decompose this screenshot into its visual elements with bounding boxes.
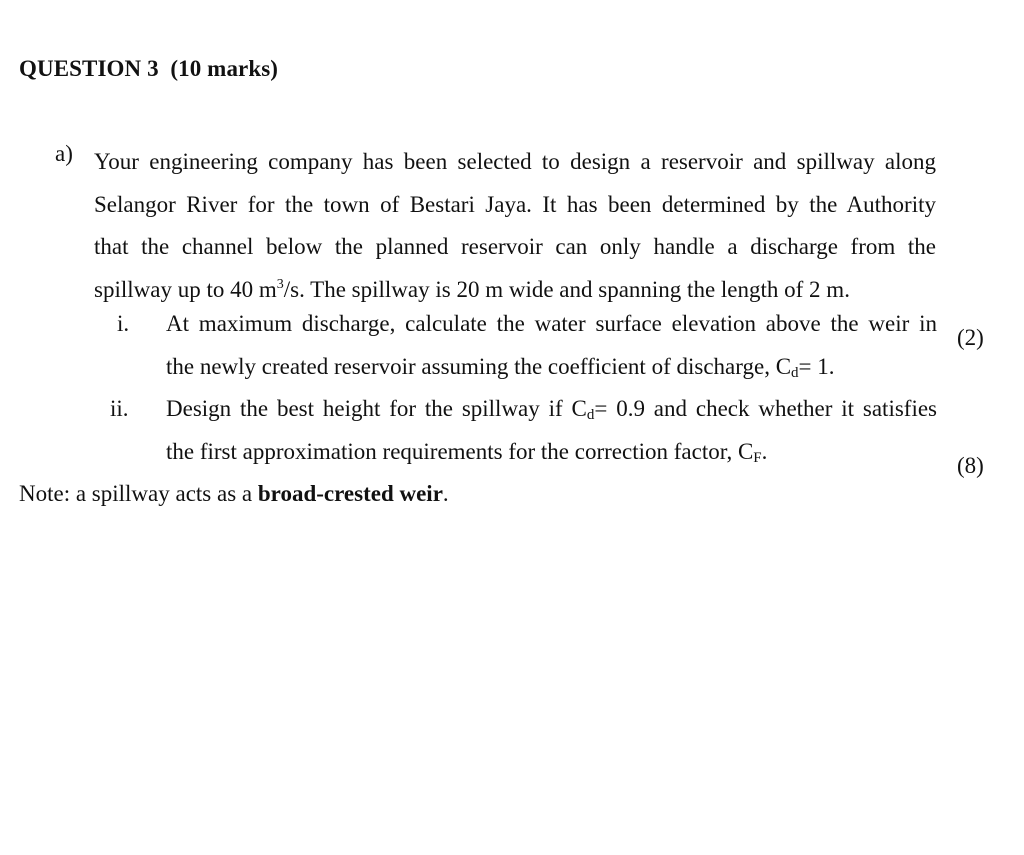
sub-question-ii-line-1	[166, 388, 937, 431]
sub-question-ii-line-2-post: .	[761, 438, 768, 464]
sub-question-i-line-1: At maximum discharge, calculate the water surface elevation above the weir in	[166, 311, 937, 336]
cd-subscript: d	[791, 364, 799, 381]
sub-question-ii-text	[166, 388, 937, 473]
note-prefix: Note: a spillway acts as a	[19, 481, 258, 506]
note-suffix: .	[442, 481, 449, 506]
part-a-line-4-post: /s. The spillway is 20 m wide and spanning the length of 2 m.	[283, 276, 850, 302]
sub-question-i-line-2	[166, 346, 937, 389]
part-a-line-2: Selangor River for the town of Bestari Jaya. It has been determined by the Authority	[94, 191, 936, 217]
note-text	[19, 481, 449, 507]
cubic-superscript: 3	[276, 276, 284, 292]
sub-question-ii-line-1-pre: Design the best height for the spillway if C	[166, 396, 587, 421]
part-a-line-3: that the channel below the planned reservoir can only handle a discharge from the	[94, 234, 936, 259]
part-a-text	[94, 141, 936, 311]
sub-question-i-label: i.	[117, 311, 130, 336]
cf-subscript: F	[753, 449, 762, 466]
sub-question-ii-line-2-pre: the first approximation requirements for the correction factor, C	[166, 438, 754, 464]
sub-question-ii-line-2	[166, 431, 937, 474]
cd-subscript: d	[586, 407, 595, 423]
sub-question-i-line-2-pre: the newly created reservoir assuming the coefficient of discharge, C	[166, 353, 792, 379]
part-a-line-1: Your engineering company has been selected to design a reservoir and spillway along	[94, 149, 936, 174]
sub-question-i-marks: (2)	[957, 325, 984, 350]
sub-question-i-line-2-post: = 1.	[798, 353, 835, 379]
part-a-label: a)	[55, 141, 73, 166]
note-bold-term: broad-crested weir	[257, 481, 443, 506]
sub-question-ii-line-1-post: = 0.9 and check whether it satisfies	[594, 396, 938, 421]
sub-question-ii-marks: (8)	[957, 453, 984, 478]
part-a-line-4-pre: spillway up to 40 m	[94, 276, 277, 302]
sub-question-ii-label: ii.	[110, 396, 129, 421]
question-title: QUESTION 3 (10 marks)	[19, 56, 279, 81]
sub-question-i-text	[166, 303, 937, 388]
